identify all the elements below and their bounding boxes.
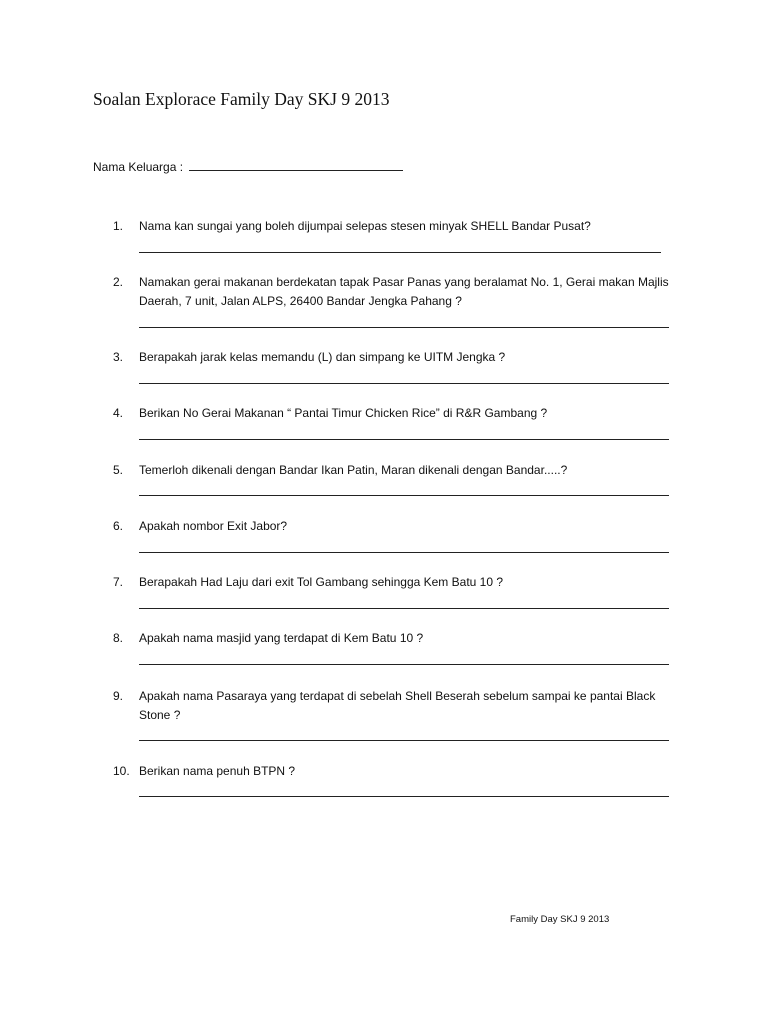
question-text: Namakan gerai makanan berdekatan tapak Pasar Panas yang beralamat No. 1, Gerai makan Majlis Daerah, 7 unit, Jalan ALPS, 26400 Bandar Jengka Pahang ? — [139, 275, 669, 308]
question-number: 3. — [113, 350, 124, 364]
answer-line-6 — [139, 552, 669, 553]
question-text: Apakah nama Pasaraya yang terdapat di sebelah Shell Beserah sebelum sampai ke pantai Black Stone ? — [139, 689, 656, 722]
answer-line-10 — [139, 796, 669, 797]
question-text: Berikan nama penuh BTPN ? — [139, 764, 296, 778]
question-text: Apakah nama masjid yang terdapat di Kem Batu 10 ? — [139, 631, 424, 645]
question-text: Berikan No Gerai Makanan “ Pantai Timur Chicken Rice” di R&R Gambang ? — [139, 406, 548, 420]
answer-line-5 — [139, 495, 669, 496]
question-number: 4. — [113, 406, 124, 420]
question-text: Apakah nombor Exit Jabor? — [139, 519, 288, 533]
question-number: 5. — [113, 463, 124, 477]
question-number: 6. — [113, 519, 124, 533]
answer-line-7 — [139, 608, 669, 609]
question-number: 2. — [113, 275, 124, 289]
question-number: 8. — [113, 631, 124, 645]
answer-line-1 — [139, 252, 661, 253]
answer-line-4 — [139, 439, 669, 440]
question-number: 7. — [113, 575, 124, 589]
question-text: Nama kan sungai yang boleh dijumpai selepas stesen minyak SHELL Bandar Pusat? — [139, 219, 591, 233]
family-name-label: Nama Keluarga : — [93, 160, 184, 174]
answer-line-8 — [139, 664, 669, 665]
question-number: 9. — [113, 689, 124, 703]
question-text: Berapakah jarak kelas memandu (L) dan simpang ke UITM Jengka ? — [139, 350, 506, 364]
question-text: Berapakah Had Laju dari exit Tol Gambang sehingga Kem Batu 10 ? — [139, 575, 504, 589]
answer-line-2 — [139, 327, 669, 328]
question-text: Temerloh dikenali dengan Bandar Ikan Patin, Maran dikenali dengan Bandar.....? — [139, 463, 568, 477]
page-footer: Family Day SKJ 9 2013 — [510, 914, 610, 925]
document-title: Soalan Explorace Family Day SKJ 9 2013 — [93, 89, 390, 109]
question-number: 1. — [113, 219, 124, 233]
answer-line-9 — [139, 740, 669, 741]
question-number: 10. — [113, 764, 130, 778]
answer-line-3 — [139, 383, 669, 384]
